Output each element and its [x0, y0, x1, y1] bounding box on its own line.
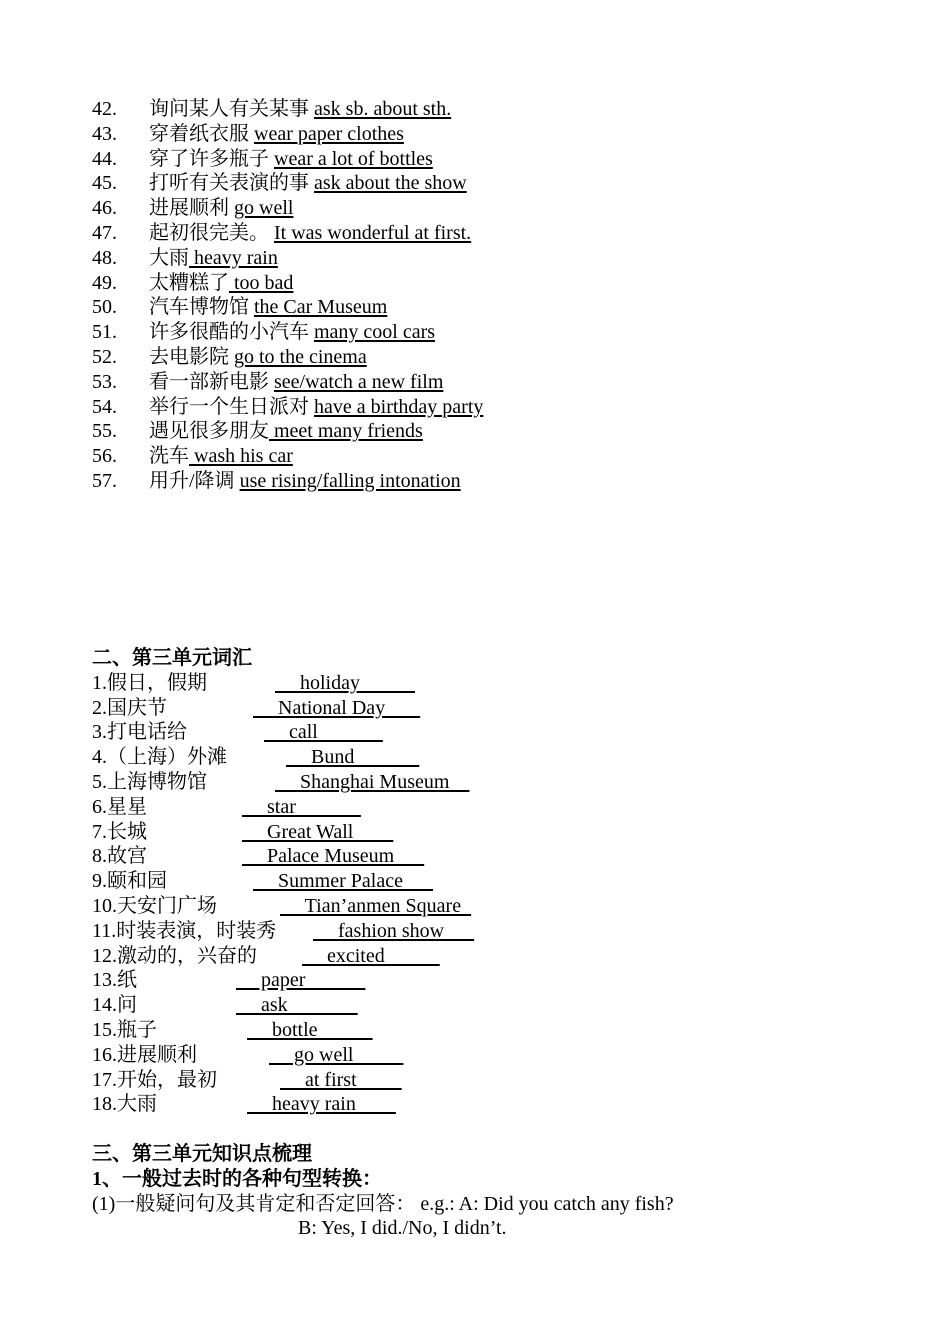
vocab-item: 9.颐和园 Summer Palace	[92, 870, 433, 893]
section-subtitle: 1、一般过去时的各种句型转换：	[92, 1167, 382, 1190]
vocab-item: 6.星星 star	[92, 795, 361, 818]
section-title: 三、第三单元知识点梳理	[92, 1143, 312, 1165]
list-item: 44. 穿了许多瓶子 wear a lot of bottles	[92, 147, 433, 170]
list-item: 54. 举行一个生日派对 have a birthday party	[92, 395, 484, 418]
vocab-item: 12.激动的，兴奋的 excited	[92, 944, 440, 967]
list-item: 42. 询问某人有关某事 ask sb. about sth.	[92, 98, 452, 120]
list-item: 45. 打听有关表演的事 ask about the show	[92, 172, 467, 195]
list-item: 49. 太糟糕了 too bad	[92, 271, 294, 294]
vocab-item: 4.（上海）外滩 Bund	[92, 746, 420, 769]
section-title: 二、第三单元词汇	[92, 647, 252, 669]
list-item: 50. 汽车博物馆 the Car Museum	[92, 296, 388, 319]
list-item: 52. 去电影院 go to the cinema	[92, 345, 367, 368]
vocab-item: 3.打电话给 call	[92, 721, 383, 744]
vocab-item: 1.假日，假期 holiday	[92, 671, 415, 694]
list-item: 47. 起初很完美。 It was wonderful at first.	[92, 221, 472, 244]
vocab-item: 18.大雨 heavy rain	[92, 1093, 396, 1116]
list-item: 43. 穿着纸衣服 wear paper clothes	[92, 122, 404, 145]
example-answer: B: Yes, I did./No, I didn’t.	[298, 1217, 507, 1240]
vocab-item: 2.国庆节 National Day	[92, 696, 421, 719]
vocab-item: 17.开始，最初 at first	[92, 1068, 402, 1091]
vocab-item: 5.上海博物馆 Shanghai Museum	[92, 770, 470, 793]
list-item: 46. 进展顺利 go well	[92, 197, 294, 220]
vocabulary-section	[92, 646, 475, 1117]
vocab-item: 8.故宫 Palace Museum	[92, 845, 425, 868]
vocab-item: 16.进展顺利 go well	[92, 1043, 404, 1066]
grammar-section	[92, 1142, 674, 1241]
list-item: 56. 洗车 wash his car	[92, 445, 293, 468]
vocab-item: 14.问 ask	[92, 994, 358, 1017]
list-item: 48. 大雨 heavy rain	[92, 246, 278, 269]
list-item: 55. 遇见很多朋友 meet many friends	[92, 420, 423, 443]
phrase-list	[92, 97, 483, 494]
list-item: 53. 看一部新电影 see/watch a new film	[92, 370, 444, 393]
list-item: 51. 许多很酷的小汽车 many cool cars	[92, 321, 436, 344]
vocab-item: 10.天安门广场 Tian’anmen Square	[92, 894, 472, 917]
example-line: (1)一般疑问句及其肯定和否定回答： e.g.: A: Did you catch any fish?	[92, 1192, 674, 1215]
vocab-item: 15.瓶子 bottle	[92, 1018, 373, 1041]
vocab-item: 13.纸 paper	[92, 969, 366, 992]
vocab-item: 7.长城 Great Wall	[92, 820, 394, 843]
list-item: 57. 用升/降调 use rising/falling intonation	[92, 469, 461, 492]
vocab-item: 11.时装表演，时装秀 fashion show	[92, 919, 475, 942]
